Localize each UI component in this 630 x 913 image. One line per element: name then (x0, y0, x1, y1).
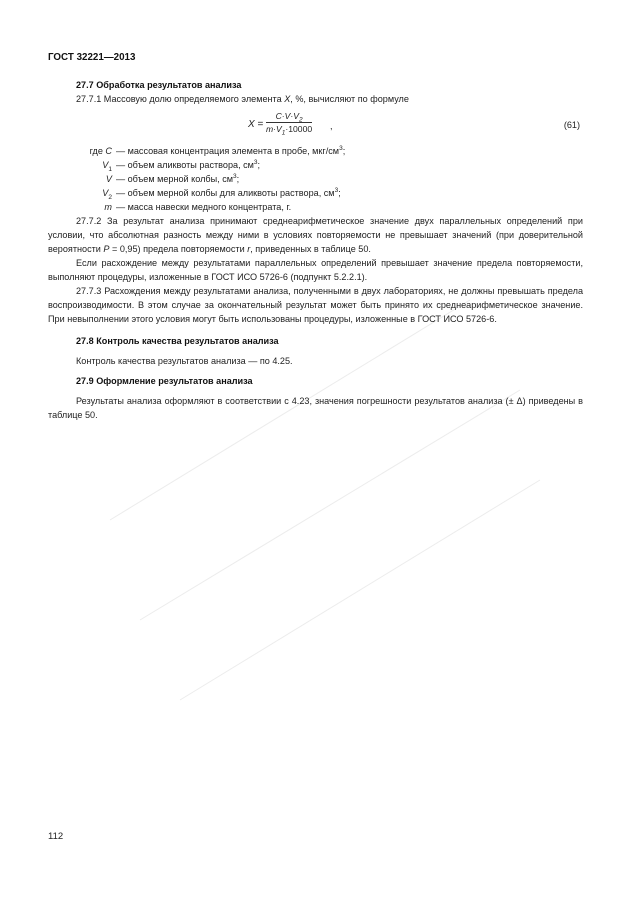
section-heading-27-7: 27.7 Обработка результатов анализа (76, 80, 242, 90)
paragraph-27-8: Контроль качества результатов анализа — по 4.25. (76, 356, 293, 366)
definitions-list (48, 144, 583, 214)
definition-item: где C — массовая концентрация элемента в пробе, мкг/$см^3$; (89, 144, 346, 156)
paragraph-27-7-2b: Если расхождение между результатами параллельных определений превышает значение предела повторяемости, выполняют процедуры, изложенные в ГОСТ ИСО 5726-6 (подпункт 5.2.2.1). (48, 258, 583, 282)
page-number: 112 (48, 831, 64, 842)
formula-denominator: $m\cdot V_1\cdot 10000$ (266, 124, 313, 137)
paragraph-27-7-3: 27.7.3 Расхождения между результатами анализа, полученными в двух лабораториях, не должны превышать предела воспроизводимости. В этом случае за окончательный результат может быть принято их среднеарифметическое значение. При невыполнении этого условия могут быть использованы процедуры, изложенные в ГОСТ ИСО 5726-6. (48, 286, 583, 324)
section-heading-27-8: 27.8 Контроль качества результатов анализа (76, 336, 279, 346)
formula-number: (61) (563, 120, 580, 130)
paragraph-27-7-1: 27.7.1 Массовую долю определяемого элемента X, %, вычисляют по формуле (76, 94, 409, 104)
formula-fraction (266, 110, 312, 135)
formula-numerator: $C\cdot V\cdot V_2$ (266, 110, 312, 123)
definition-item: m — масса навески медного концентрата, г. (104, 202, 292, 212)
page-content (48, 78, 583, 422)
definition-item: V — объем мерной колбы, $см^3$; (105, 172, 240, 184)
paragraph-27-9: Результаты анализа оформляют в соответствии с 4.23, значения погрешности результатов анализа (± Δ) приведены в таблице 50. (48, 396, 583, 420)
section-heading-27-9: 27.9 Оформление результатов анализа (76, 376, 253, 386)
formula-61: X = $\frac{C\cdot V\cdot V_2}{m\cdot V_1\cdot 10000}$ , (61) (248, 111, 580, 137)
definition-item: $V_2$ — объем мерной колбы для аликвоты раствора, $см^3$; (102, 186, 341, 201)
paragraph-27-7-2: 27.7.2 За результат анализа принимают среднеарифметическое значение двух параллельных определений при условии, что абсолютная разность между ними в условиях повторяемости не превышает значений (при доверительной вероятности P = 0,95) предела повторяемости r, приведенных в таблице 50. (48, 216, 583, 254)
document-header: ГОСТ 32221—2013 (48, 52, 136, 63)
definition-item: $V_1$ — объем аликвоты раствора, $см^3$; (102, 158, 261, 173)
formula-lhs: X = (248, 119, 264, 130)
